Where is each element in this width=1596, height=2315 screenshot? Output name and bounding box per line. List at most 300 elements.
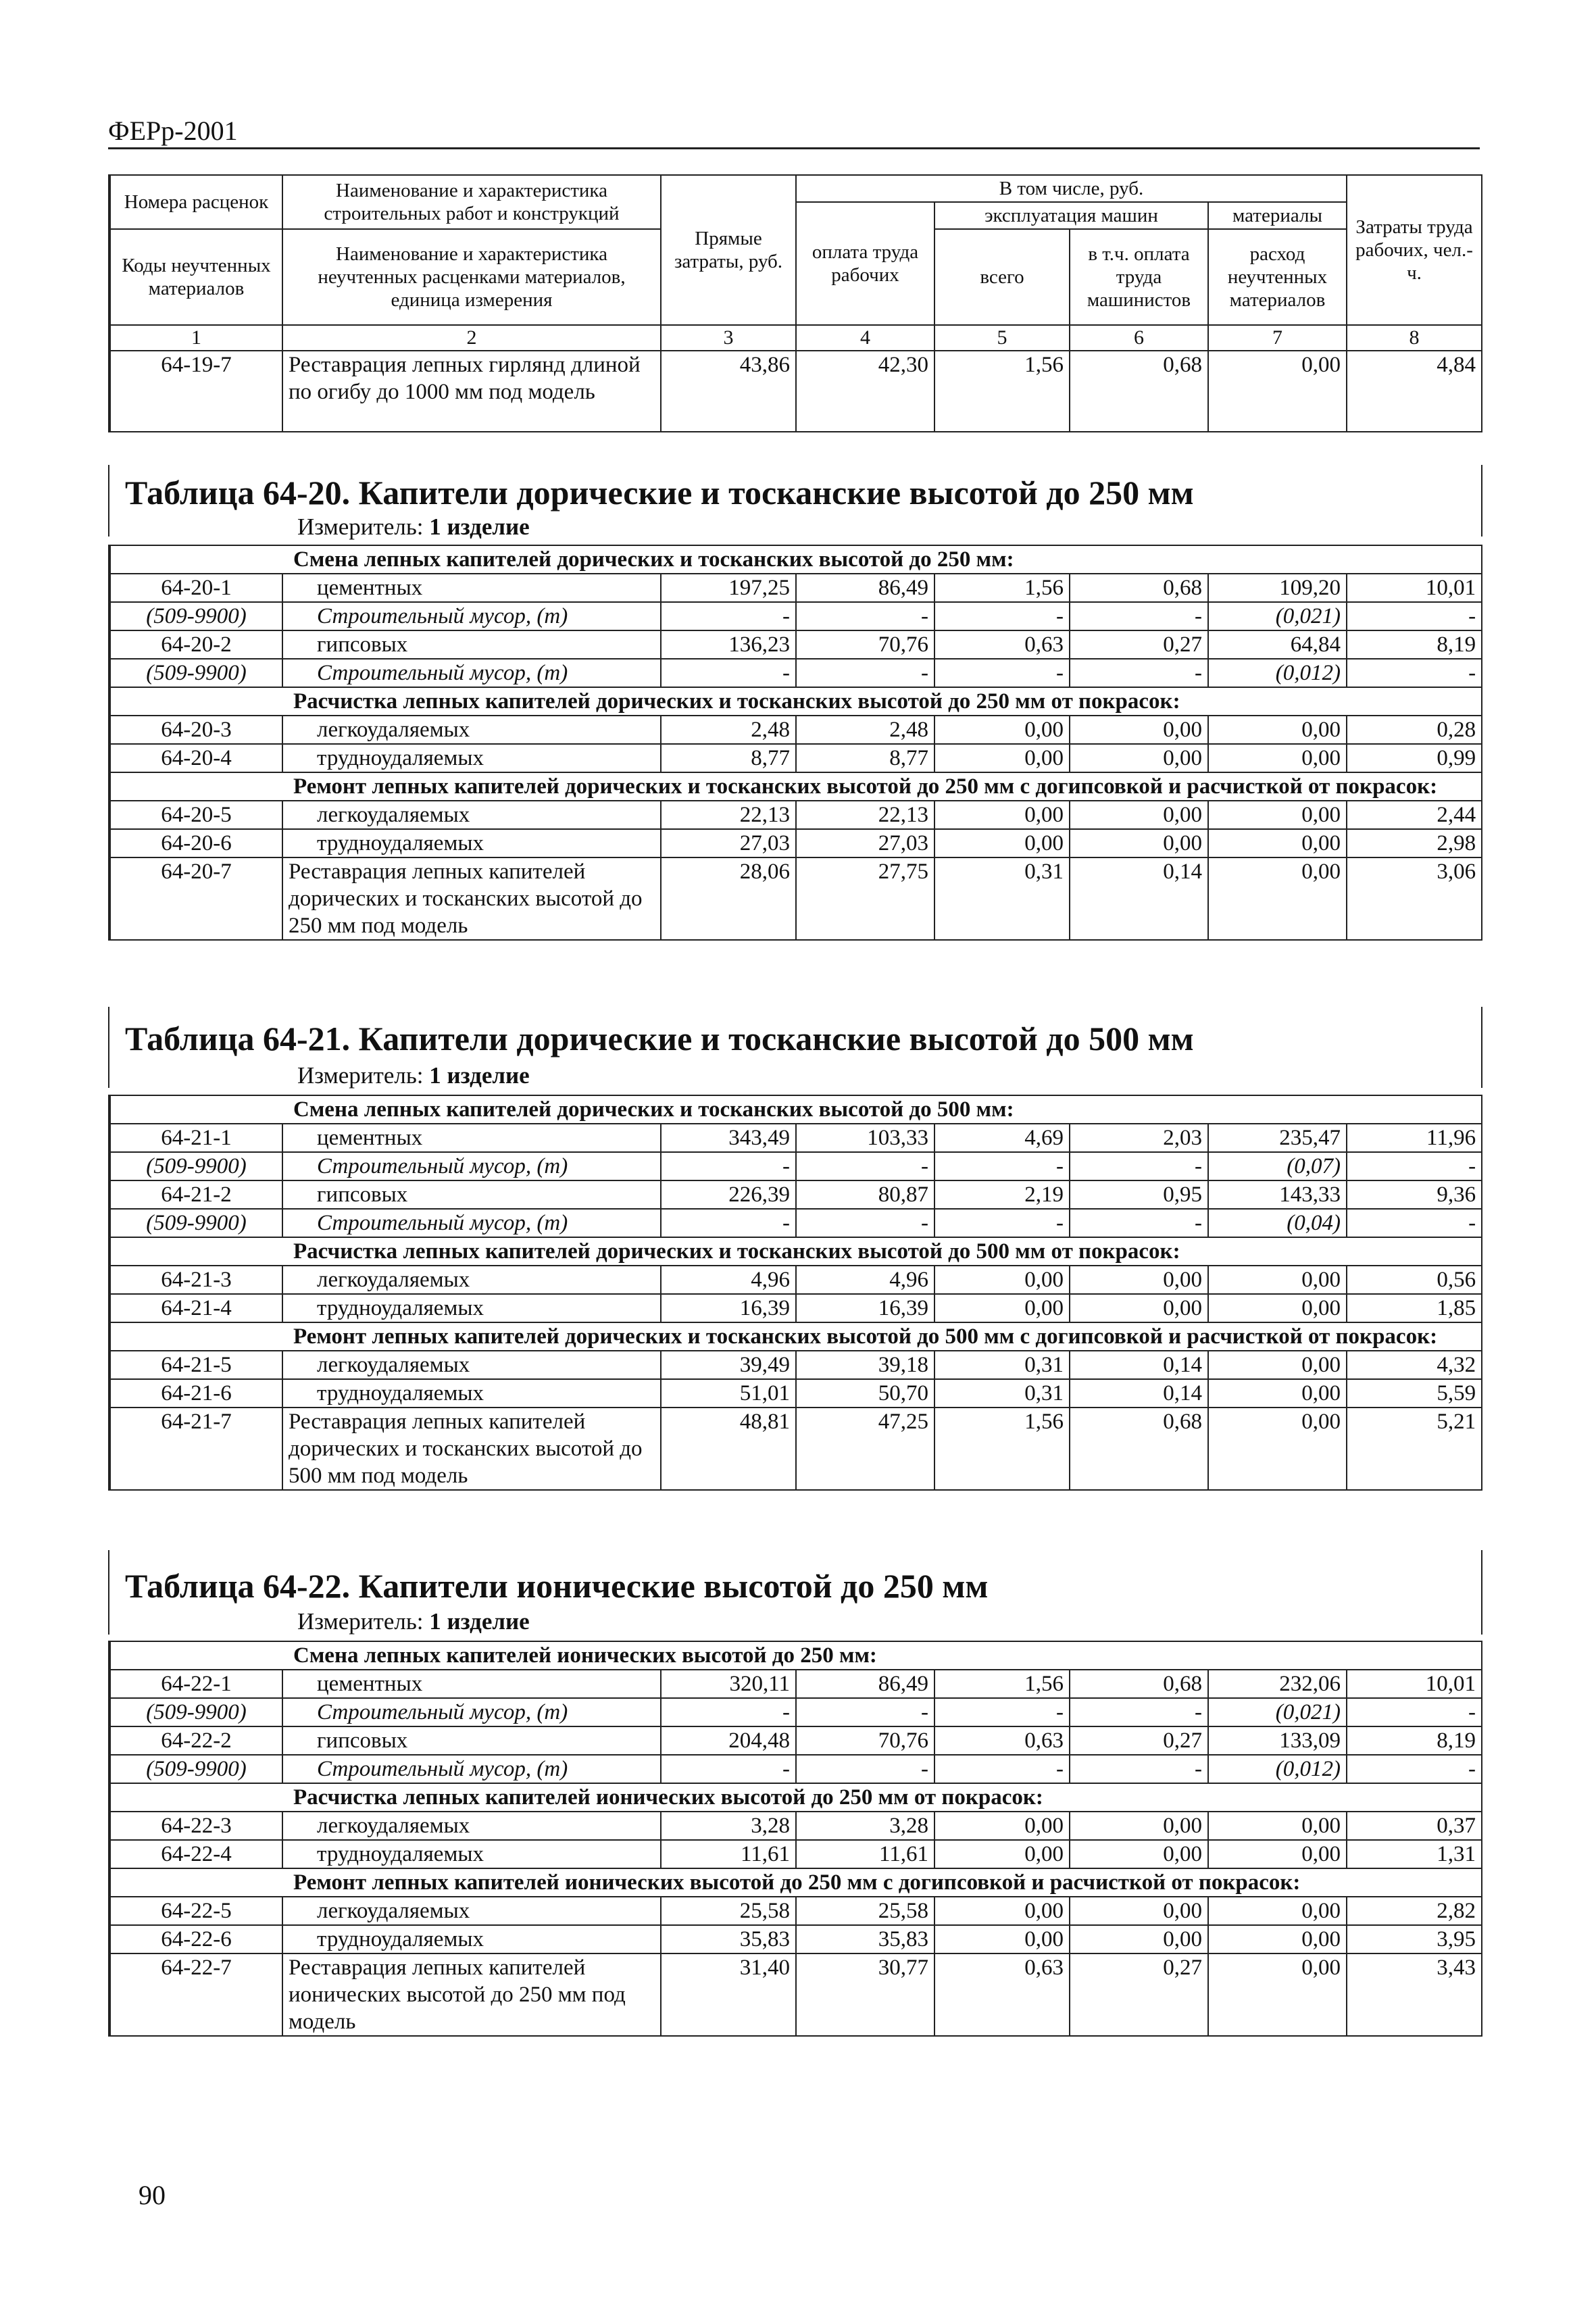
section-title: Ремонт лепных капителей дорических и тосканских высотой до 250 мм с догипсовкой и расчисткой от покрасок: xyxy=(110,772,1482,801)
cell-direct-cost: 2,48 xyxy=(661,716,796,744)
section-row xyxy=(110,545,1482,574)
cell-labor-pay: - xyxy=(796,1698,934,1726)
cell-machines-total: 0,00 xyxy=(934,801,1070,829)
rate-name: гипсовых xyxy=(282,1180,661,1209)
cell-machines-total: 0,00 xyxy=(934,1840,1070,1868)
cell-machinist-pay: 0,00 xyxy=(1070,829,1208,857)
section-title: Ремонт лепных капителей дорических и тосканских высотой до 500 мм с догипсовкой и расчисткой от покрасок: xyxy=(110,1322,1482,1351)
cell-labor-hours: 8,19 xyxy=(1347,630,1482,659)
table-title: Таблица 64-20. Капители дорические и тосканские высотой до 250 мм xyxy=(125,474,1194,512)
cell-machinist-pay: 0,00 xyxy=(1070,801,1208,829)
cell-direct-cost: 27,03 xyxy=(661,829,796,857)
rate-name: легкоудаляемых xyxy=(282,1351,661,1379)
header-rule xyxy=(108,147,1480,149)
rate-name: легкоудаляемых xyxy=(282,1266,661,1294)
rate-code: (509-9900) xyxy=(110,659,282,687)
column-number: 1 xyxy=(110,325,282,351)
cell-machines-total: 0,63 xyxy=(934,1953,1070,2036)
cell-machinist-pay: 0,68 xyxy=(1070,351,1208,432)
cell-machinist-pay: - xyxy=(1070,602,1208,630)
cell-materials: (0,012) xyxy=(1208,659,1347,687)
table-row xyxy=(110,1124,1482,1152)
header-frame xyxy=(108,174,1482,432)
table-row xyxy=(110,1351,1482,1379)
cell-machinist-pay: 0,00 xyxy=(1070,1925,1208,1953)
table-row xyxy=(110,801,1482,829)
rate-name: легкоудаляемых xyxy=(282,801,661,829)
cell-materials: 235,47 xyxy=(1208,1124,1347,1152)
table-row xyxy=(110,602,1482,630)
measure-label: Измеритель: xyxy=(297,514,424,540)
cell-direct-cost: - xyxy=(661,659,796,687)
cell-labor-hours: 0,99 xyxy=(1347,744,1482,772)
cell-machinist-pay: 0,27 xyxy=(1070,1726,1208,1755)
cell-machinist-pay: 0,68 xyxy=(1070,574,1208,602)
cell-direct-cost: 204,48 xyxy=(661,1726,796,1755)
measure-label: Измеритель: xyxy=(297,1062,424,1089)
cell-machines-total: - xyxy=(934,1152,1070,1180)
cell-labor-pay: - xyxy=(796,1152,934,1180)
measure-value: 1 изделие xyxy=(429,1062,530,1089)
rates-table xyxy=(109,1095,1482,1491)
rate-code: 64-20-5 xyxy=(110,801,282,829)
cell-machines-total: 4,69 xyxy=(934,1124,1070,1152)
header-col1-bottom: Коды неучтенных материалов xyxy=(110,229,282,325)
rate-name: гипсовых xyxy=(282,630,661,659)
cell-direct-cost: 136,23 xyxy=(661,630,796,659)
header-col7: расход неучтенных материалов xyxy=(1208,229,1347,325)
cell-machines-total: 0,00 xyxy=(934,716,1070,744)
column-number: 2 xyxy=(282,325,661,351)
cell-labor-pay: 86,49 xyxy=(796,574,934,602)
cell-labor-hours: 3,43 xyxy=(1347,1953,1482,2036)
cell-machines-total: - xyxy=(934,1755,1070,1783)
cell-direct-cost: 35,83 xyxy=(661,1925,796,1953)
rate-code: 64-21-2 xyxy=(110,1180,282,1209)
table-body-64-20 xyxy=(108,545,1482,941)
cell-materials: 0,00 xyxy=(1208,1266,1347,1294)
rate-name: цементных xyxy=(282,1670,661,1698)
cell-labor-hours: 2,82 xyxy=(1347,1897,1482,1925)
cell-labor-pay: 70,76 xyxy=(796,1726,934,1755)
section-row xyxy=(110,772,1482,801)
cell-direct-cost: 25,58 xyxy=(661,1897,796,1925)
cell-direct-cost: 11,61 xyxy=(661,1840,796,1868)
cell-machines-total: 0,00 xyxy=(934,744,1070,772)
measure-value: 1 изделие xyxy=(429,1608,530,1635)
measure-value: 1 изделие xyxy=(429,514,530,540)
section-row xyxy=(110,687,1482,716)
cell-labor-hours: 10,01 xyxy=(1347,1670,1482,1698)
section-title: Смена лепных капителей дорических и тосканских высотой до 250 мм: xyxy=(110,545,1482,574)
rate-code: 64-22-7 xyxy=(110,1953,282,2036)
rate-code: 64-20-6 xyxy=(110,829,282,857)
cell-direct-cost: 226,39 xyxy=(661,1180,796,1209)
cell-labor-pay: 35,83 xyxy=(796,1925,934,1953)
cell-machinist-pay: 0,14 xyxy=(1070,1351,1208,1379)
rate-code: 64-20-1 xyxy=(110,574,282,602)
rate-code: 64-19-7 xyxy=(110,351,282,432)
cell-labor-hours: 8,19 xyxy=(1347,1726,1482,1755)
cell-labor-hours: 4,84 xyxy=(1347,351,1482,432)
cell-direct-cost: 3,28 xyxy=(661,1812,796,1840)
cell-direct-cost: 320,11 xyxy=(661,1670,796,1698)
section-title: Ремонт лепных капителей ионических высотой до 250 мм с догипсовкой и расчисткой от покрасок: xyxy=(110,1868,1482,1897)
table-title: Таблица 64-22. Капители ионические высотой до 250 мм xyxy=(125,1567,989,1605)
table-row xyxy=(110,1755,1482,1783)
cell-materials: 0,00 xyxy=(1208,1840,1347,1868)
cell-materials: 64,84 xyxy=(1208,630,1347,659)
cell-direct-cost: 43,86 xyxy=(661,351,796,432)
header-col8: Затраты труда рабочих, чел.-ч. xyxy=(1347,175,1482,325)
cell-direct-cost: 343,49 xyxy=(661,1124,796,1152)
table-row xyxy=(110,716,1482,744)
column-number: 3 xyxy=(661,325,796,351)
rate-code: 64-22-1 xyxy=(110,1670,282,1698)
rate-name: Строительный мусор, (т) xyxy=(282,1209,661,1237)
cell-labor-pay: - xyxy=(796,602,934,630)
cell-materials: 0,00 xyxy=(1208,351,1347,432)
cell-machines-total: 0,31 xyxy=(934,857,1070,940)
cell-labor-pay: 4,96 xyxy=(796,1266,934,1294)
rate-name: Строительный мусор, (т) xyxy=(282,602,661,630)
cell-machinist-pay: - xyxy=(1070,1209,1208,1237)
rate-name: легкоудаляемых xyxy=(282,716,661,744)
table-row xyxy=(110,1670,1482,1698)
cell-direct-cost: 22,13 xyxy=(661,801,796,829)
table-row xyxy=(110,857,1482,940)
cell-labor-hours: 4,32 xyxy=(1347,1351,1482,1379)
cell-labor-hours: 11,96 xyxy=(1347,1124,1482,1152)
cell-materials: 0,00 xyxy=(1208,1379,1347,1408)
rate-name: легкоудаляемых xyxy=(282,1812,661,1840)
cell-direct-cost: - xyxy=(661,602,796,630)
section-row xyxy=(110,1095,1482,1124)
header-col5: всего xyxy=(934,229,1070,325)
column-header-table xyxy=(109,174,1482,432)
cell-machinist-pay: 0,95 xyxy=(1070,1180,1208,1209)
rate-code: (509-9900) xyxy=(110,1209,282,1237)
rate-name: цементных xyxy=(282,1124,661,1152)
rate-code: 64-21-4 xyxy=(110,1294,282,1322)
cell-machinist-pay: 2,03 xyxy=(1070,1124,1208,1152)
cell-materials: (0,012) xyxy=(1208,1755,1347,1783)
cell-labor-pay: 25,58 xyxy=(796,1897,934,1925)
cell-labor-hours: - xyxy=(1347,1152,1482,1180)
rate-name: трудноудаляемых xyxy=(282,1294,661,1322)
cell-labor-hours: 2,98 xyxy=(1347,829,1482,857)
cell-machines-total: 0,00 xyxy=(934,829,1070,857)
table-row xyxy=(110,1897,1482,1925)
rate-name: трудноудаляемых xyxy=(282,1379,661,1408)
cell-machinist-pay: 0,14 xyxy=(1070,1379,1208,1408)
cell-machinist-pay: 0,00 xyxy=(1070,744,1208,772)
rate-code: 64-21-6 xyxy=(110,1379,282,1408)
section-title: Смена лепных капителей ионических высотой до 250 мм: xyxy=(110,1641,1482,1670)
cell-machines-total: 0,31 xyxy=(934,1351,1070,1379)
cell-machines-total: - xyxy=(934,1698,1070,1726)
section-title: Расчистка лепных капителей ионических высотой до 250 мм от покрасок: xyxy=(110,1783,1482,1812)
header-col3: Прямые затраты, руб. xyxy=(661,175,796,325)
cell-labor-hours: - xyxy=(1347,1698,1482,1726)
cell-machines-total: 1,56 xyxy=(934,351,1070,432)
cell-labor-pay: - xyxy=(796,659,934,687)
measure-label: Измеритель: xyxy=(297,1608,424,1635)
cell-labor-hours: - xyxy=(1347,659,1482,687)
cell-labor-pay: 50,70 xyxy=(796,1379,934,1408)
cell-materials: 0,00 xyxy=(1208,1925,1347,1953)
cell-labor-hours: 2,44 xyxy=(1347,801,1482,829)
cell-materials: 0,00 xyxy=(1208,1294,1347,1322)
section-row xyxy=(110,1641,1482,1670)
rates-table xyxy=(109,545,1482,941)
column-number: 5 xyxy=(934,325,1070,351)
rate-name: Строительный мусор, (т) xyxy=(282,1755,661,1783)
rate-name: Реставрация лепных капителей ионических высотой до 250 мм под модель xyxy=(282,1953,661,2036)
cell-labor-hours: 9,36 xyxy=(1347,1180,1482,1209)
table-row xyxy=(110,630,1482,659)
header-col2-bottom: Наименование и характеристика неучтенных расценками материалов, единица измерения xyxy=(282,229,661,325)
cell-labor-hours: - xyxy=(1347,1209,1482,1237)
rate-code: 64-22-2 xyxy=(110,1726,282,1755)
cell-labor-pay: 22,13 xyxy=(796,801,934,829)
cell-labor-pay: 30,77 xyxy=(796,1953,934,2036)
cell-machines-total: 1,56 xyxy=(934,1670,1070,1698)
cell-labor-pay: 80,87 xyxy=(796,1180,934,1209)
cell-machinist-pay: 0,00 xyxy=(1070,716,1208,744)
cell-machines-total: 0,63 xyxy=(934,630,1070,659)
table-row xyxy=(110,1180,1482,1209)
cell-materials: 0,00 xyxy=(1208,1408,1347,1490)
rates-table xyxy=(109,1641,1482,2037)
cell-materials: 0,00 xyxy=(1208,1351,1347,1379)
cell-direct-cost: 28,06 xyxy=(661,857,796,940)
cell-machinist-pay: 0,68 xyxy=(1070,1408,1208,1490)
cell-labor-pay: 39,18 xyxy=(796,1351,934,1379)
header-materials: материалы xyxy=(1208,202,1347,229)
rate-code: 64-22-4 xyxy=(110,1840,282,1868)
cell-labor-hours: 1,31 xyxy=(1347,1840,1482,1868)
cell-direct-cost: - xyxy=(661,1209,796,1237)
cell-labor-hours: - xyxy=(1347,602,1482,630)
section-row xyxy=(110,1868,1482,1897)
table-row xyxy=(110,1408,1482,1490)
cell-machinist-pay: 0,00 xyxy=(1070,1266,1208,1294)
table-row xyxy=(110,1266,1482,1294)
cell-machinist-pay: 0,00 xyxy=(1070,1840,1208,1868)
column-number: 6 xyxy=(1070,325,1208,351)
cell-labor-pay: 27,03 xyxy=(796,829,934,857)
cell-direct-cost: 16,39 xyxy=(661,1294,796,1322)
measure-line xyxy=(297,1062,530,1089)
cell-machines-total: 1,56 xyxy=(934,574,1070,602)
table-row xyxy=(110,659,1482,687)
column-number: 8 xyxy=(1347,325,1482,351)
header-col2-top: Наименование и характеристика строительных работ и конструкций xyxy=(282,175,661,229)
cell-labor-hours: 1,85 xyxy=(1347,1294,1482,1322)
cell-materials: (0,021) xyxy=(1208,1698,1347,1726)
cell-direct-cost: - xyxy=(661,1698,796,1726)
cell-labor-hours: - xyxy=(1347,1755,1482,1783)
cell-direct-cost: 39,49 xyxy=(661,1351,796,1379)
table-row xyxy=(110,1152,1482,1180)
cell-labor-hours: 0,56 xyxy=(1347,1266,1482,1294)
rate-name: Реставрация лепных капителей дорических и тосканских высотой до 250 мм под модель xyxy=(282,857,661,940)
cell-labor-hours: 3,95 xyxy=(1347,1925,1482,1953)
cell-machines-total: 0,00 xyxy=(934,1266,1070,1294)
rate-name: гипсовых xyxy=(282,1726,661,1755)
cell-materials: (0,04) xyxy=(1208,1209,1347,1237)
table-row xyxy=(110,744,1482,772)
cell-materials: 0,00 xyxy=(1208,744,1347,772)
header-group: В том числе, руб. xyxy=(796,175,1347,202)
cell-machinist-pay: - xyxy=(1070,659,1208,687)
rate-code: 64-22-5 xyxy=(110,1897,282,1925)
cell-machines-total: 1,56 xyxy=(934,1408,1070,1490)
cell-materials: 0,00 xyxy=(1208,801,1347,829)
rate-code: 64-21-7 xyxy=(110,1408,282,1490)
cell-labor-hours: 3,06 xyxy=(1347,857,1482,940)
header-col6: в т.ч. оплата труда машинистов xyxy=(1070,229,1208,325)
cell-labor-pay: - xyxy=(796,1755,934,1783)
cell-labor-pay: 2,48 xyxy=(796,716,934,744)
cell-machines-total: - xyxy=(934,602,1070,630)
header-col4: оплата труда рабочих xyxy=(796,202,934,325)
section-title: Расчистка лепных капителей дорических и тосканских высотой до 250 мм от покрасок: xyxy=(110,687,1482,716)
column-number: 7 xyxy=(1208,325,1347,351)
table-row xyxy=(110,1925,1482,1953)
rate-name: трудноудаляемых xyxy=(282,1925,661,1953)
rate-code: 64-20-7 xyxy=(110,857,282,940)
cell-direct-cost: 197,25 xyxy=(661,574,796,602)
cell-materials: 143,33 xyxy=(1208,1180,1347,1209)
cell-labor-pay: 86,49 xyxy=(796,1670,934,1698)
cell-machinist-pay: 0,00 xyxy=(1070,1294,1208,1322)
rate-name: легкоудаляемых xyxy=(282,1897,661,1925)
section-row xyxy=(110,1237,1482,1266)
cell-labor-hours: 5,59 xyxy=(1347,1379,1482,1408)
cell-labor-pay: 11,61 xyxy=(796,1840,934,1868)
table-row xyxy=(110,1209,1482,1237)
cell-labor-hours: 10,01 xyxy=(1347,574,1482,602)
section-row xyxy=(110,1322,1482,1351)
cell-materials: 109,20 xyxy=(1208,574,1347,602)
header-exploitation: эксплуатация машин xyxy=(934,202,1208,229)
cell-direct-cost: 8,77 xyxy=(661,744,796,772)
cell-direct-cost: 51,01 xyxy=(661,1379,796,1408)
cell-materials: 0,00 xyxy=(1208,829,1347,857)
rate-code: (509-9900) xyxy=(110,1755,282,1783)
column-number: 4 xyxy=(796,325,934,351)
rate-name: Строительный мусор, (т) xyxy=(282,1152,661,1180)
cell-direct-cost: - xyxy=(661,1755,796,1783)
cell-machinist-pay: - xyxy=(1070,1755,1208,1783)
cell-labor-pay: 3,28 xyxy=(796,1812,934,1840)
rate-name: Реставрация лепных гирлянд длиной по огибу до 1000 мм под модель xyxy=(282,351,661,432)
cell-direct-cost: - xyxy=(661,1152,796,1180)
section-row xyxy=(110,1783,1482,1812)
cell-labor-pay: 42,30 xyxy=(796,351,934,432)
rate-code: 64-21-5 xyxy=(110,1351,282,1379)
cell-materials: 0,00 xyxy=(1208,857,1347,940)
cell-labor-pay: 70,76 xyxy=(796,630,934,659)
cell-materials: (0,07) xyxy=(1208,1152,1347,1180)
rate-name: трудноудаляемых xyxy=(282,829,661,857)
cell-machines-total: 0,00 xyxy=(934,1897,1070,1925)
table-row xyxy=(110,1379,1482,1408)
cell-machines-total: 0,00 xyxy=(934,1925,1070,1953)
cell-materials: 0,00 xyxy=(1208,716,1347,744)
cell-materials: 232,06 xyxy=(1208,1670,1347,1698)
cell-machines-total: 2,19 xyxy=(934,1180,1070,1209)
cell-labor-pay: 16,39 xyxy=(796,1294,934,1322)
table-row xyxy=(110,574,1482,602)
cell-direct-cost: 48,81 xyxy=(661,1408,796,1490)
cell-machinist-pay: 0,00 xyxy=(1070,1897,1208,1925)
cell-materials: (0,021) xyxy=(1208,602,1347,630)
cell-machinist-pay: 0,27 xyxy=(1070,1953,1208,2036)
rate-name: трудноудаляемых xyxy=(282,1840,661,1868)
rate-code: 64-22-6 xyxy=(110,1925,282,1953)
table-row xyxy=(110,1840,1482,1868)
section-title: Смена лепных капителей дорических и тосканских высотой до 500 мм: xyxy=(110,1095,1482,1124)
cell-labor-pay: 8,77 xyxy=(796,744,934,772)
rate-code: (509-9900) xyxy=(110,602,282,630)
cell-materials: 0,00 xyxy=(1208,1897,1347,1925)
rate-code: (509-9900) xyxy=(110,1698,282,1726)
cell-machines-total: - xyxy=(934,659,1070,687)
measure-line xyxy=(297,514,530,541)
rate-code: 64-21-3 xyxy=(110,1266,282,1294)
cell-labor-hours: 0,37 xyxy=(1347,1812,1482,1840)
cell-labor-hours: 5,21 xyxy=(1347,1408,1482,1490)
rate-name: трудноудаляемых xyxy=(282,744,661,772)
rate-code: 64-22-3 xyxy=(110,1812,282,1840)
table-row xyxy=(110,1294,1482,1322)
table-title: Таблица 64-21. Капители дорические и тосканские высотой до 500 мм xyxy=(125,1020,1194,1057)
cell-machines-total: 0,00 xyxy=(934,1812,1070,1840)
cell-machinist-pay: 0,14 xyxy=(1070,857,1208,940)
table-body-64-21 xyxy=(108,1095,1482,1491)
cell-machines-total: - xyxy=(934,1209,1070,1237)
cell-labor-pay: 103,33 xyxy=(796,1124,934,1152)
cell-machines-total: 0,63 xyxy=(934,1726,1070,1755)
cell-machinist-pay: - xyxy=(1070,1152,1208,1180)
cell-direct-cost: 4,96 xyxy=(661,1266,796,1294)
cell-labor-pay: - xyxy=(796,1209,934,1237)
rate-code: (509-9900) xyxy=(110,1152,282,1180)
cell-materials: 0,00 xyxy=(1208,1812,1347,1840)
page-header: ФЕРр-2001 xyxy=(108,116,238,146)
rate-code: 64-20-2 xyxy=(110,630,282,659)
rate-name: цементных xyxy=(282,574,661,602)
table-row xyxy=(110,829,1482,857)
rate-name: Строительный мусор, (т) xyxy=(282,1698,661,1726)
cell-machinist-pay: 0,00 xyxy=(1070,1812,1208,1840)
cell-machines-total: 0,31 xyxy=(934,1379,1070,1408)
cell-labor-hours: 0,28 xyxy=(1347,716,1482,744)
cell-materials: 0,00 xyxy=(1208,1953,1347,2036)
cell-labor-pay: 27,75 xyxy=(796,857,934,940)
rate-name: Реставрация лепных капителей дорических и тосканских высотой до 500 мм под модель xyxy=(282,1408,661,1490)
table-row xyxy=(110,1953,1482,2036)
rate-code: 64-20-4 xyxy=(110,744,282,772)
table-row xyxy=(110,1812,1482,1840)
cell-machines-total: 0,00 xyxy=(934,1294,1070,1322)
cell-machinist-pay: - xyxy=(1070,1698,1208,1726)
table-row xyxy=(110,1726,1482,1755)
measure-line xyxy=(297,1608,530,1635)
